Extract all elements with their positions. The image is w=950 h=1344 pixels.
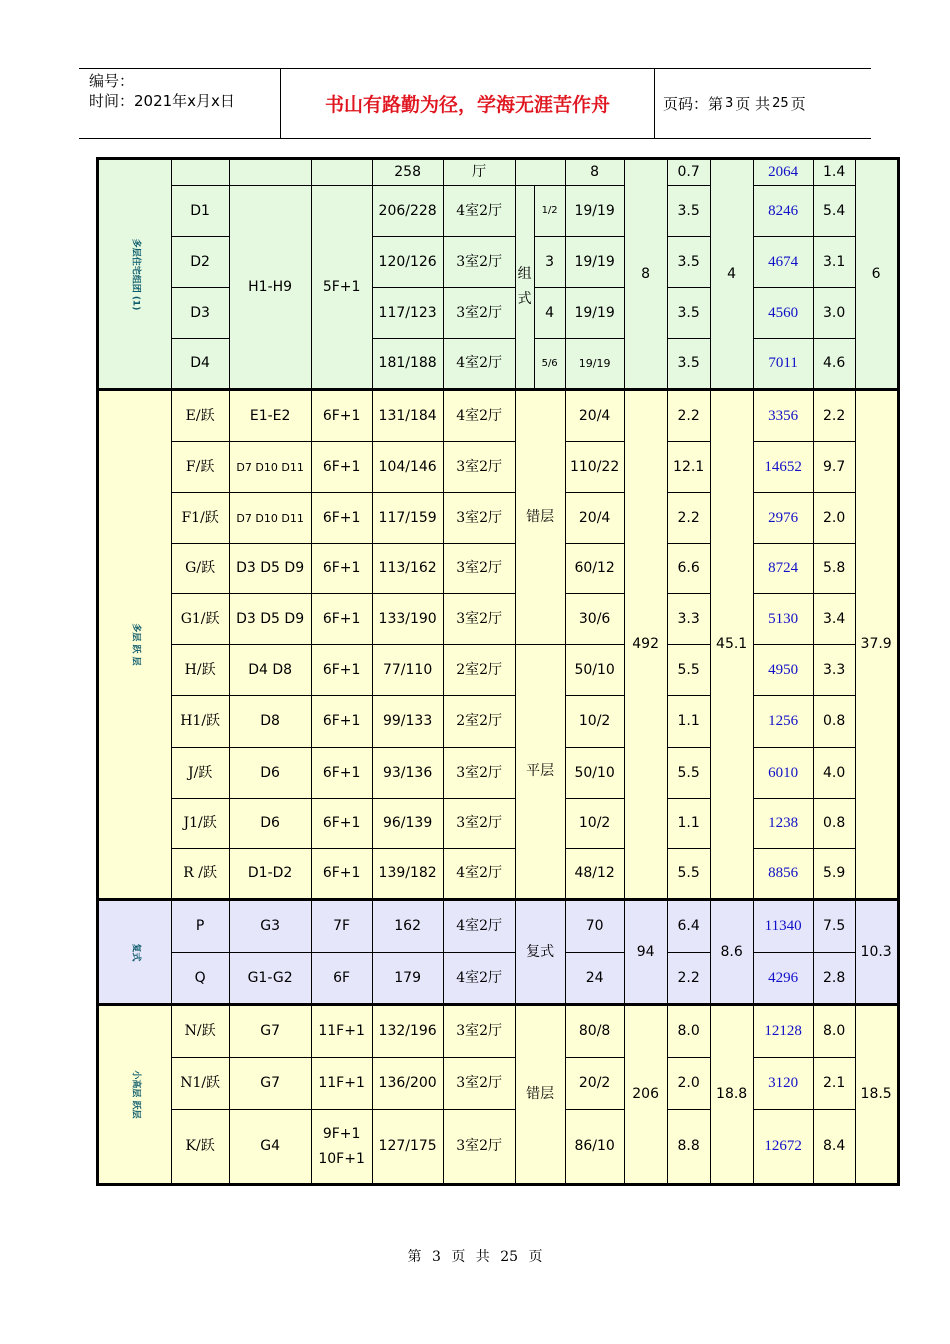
header-motto: 书山有路勤为径，学海无涯苦作舟 — [281, 69, 655, 138]
cell-area: 127/175 — [372, 1110, 443, 1185]
cell-pct: 9.7 — [813, 442, 855, 493]
cell-units: 50/10 — [565, 645, 624, 696]
cell-type: R /跃 — [171, 849, 229, 900]
group-total: 45.1 — [710, 390, 753, 900]
cell-floors: 6F+1 — [311, 594, 372, 645]
cell-area: 99/133 — [372, 696, 443, 748]
cell-area: 117/159 — [372, 493, 443, 544]
group-count: 94 — [624, 900, 667, 1005]
cell-units: 19/19 — [565, 237, 624, 288]
cell-pct: 3.4 — [813, 594, 855, 645]
cell-total-area: 4950 — [753, 645, 813, 696]
page-footer — [0, 1246, 950, 1266]
cell-pct: 4.0 — [813, 748, 855, 799]
cell-building: D3 D5 D9 — [229, 544, 311, 594]
cell-pct: 2.1 — [813, 1058, 855, 1110]
cell-building: G3 — [229, 900, 311, 953]
cell-type: E/跃 — [171, 390, 229, 442]
cell-units: 8 — [565, 159, 624, 186]
cell-type — [171, 159, 229, 186]
cell-ratio: 12.1 — [667, 442, 710, 493]
cell-area: 117/123 — [372, 288, 443, 339]
cell-units: 60/12 — [565, 544, 624, 594]
cell-units: 70 — [565, 900, 624, 953]
cell-floors: 6F+1 — [311, 696, 372, 748]
footer-page-a: 第 — [407, 1249, 422, 1265]
cell-floors: 6F+1 — [311, 645, 372, 696]
table-row — [98, 390, 899, 442]
cell-total-area: 5130 — [753, 594, 813, 645]
cell-pct: 4.6 — [813, 339, 855, 390]
cell-style-cuoceng: 错层 — [515, 1005, 565, 1185]
group-count: 492 — [624, 390, 667, 900]
footer-page-c: 共 — [475, 1249, 490, 1265]
cell-building: G4 — [229, 1110, 311, 1185]
cell-ratio: 2.2 — [667, 953, 710, 1005]
group-label: 多层住宅组团 (1) — [98, 159, 172, 390]
table-row — [98, 544, 899, 594]
cell-pct: 5.9 — [813, 849, 855, 900]
cell-type: K/跃 — [171, 1110, 229, 1185]
cell-building: G1-G2 — [229, 953, 311, 1005]
cell-layout: 4室2厅 — [443, 900, 515, 953]
table-row — [98, 442, 899, 493]
footer-page-d: 页 — [528, 1249, 543, 1265]
cell-units: 24 — [565, 953, 624, 1005]
cell-layout: 3室2厅 — [443, 1058, 515, 1110]
group-total: 4 — [710, 159, 753, 390]
cell-floors: 11F+1 — [311, 1058, 372, 1110]
doc-number-label: 编号： — [89, 72, 135, 90]
cell-layout: 4室2厅 — [443, 390, 515, 442]
cell-area: 93/136 — [372, 748, 443, 799]
header-meta — [79, 69, 281, 138]
cell-total-area: 6010 — [753, 748, 813, 799]
cell-layout: 3室2厅 — [443, 493, 515, 544]
cell-type: Q — [171, 953, 229, 1005]
cell-ratio: 3.5 — [667, 186, 710, 237]
cell-area: 120/126 — [372, 237, 443, 288]
cell-type: F/跃 — [171, 442, 229, 493]
cell-ratio: 8.0 — [667, 1005, 710, 1058]
cell-ratio: 8.8 — [667, 1110, 710, 1185]
cell-layout: 3室2厅 — [443, 544, 515, 594]
cell-floors: 6F+1 — [311, 390, 372, 442]
table-row — [98, 186, 899, 237]
cell-area: 136/200 — [372, 1058, 443, 1110]
cell-building: G7 — [229, 1058, 311, 1110]
cell-area: 181/188 — [372, 339, 443, 390]
cell-total-area: 8856 — [753, 849, 813, 900]
cell-total-area: 3120 — [753, 1058, 813, 1110]
cell-ratio: 1.1 — [667, 799, 710, 849]
table-row — [98, 159, 899, 186]
cell-units: 86/10 — [565, 1110, 624, 1185]
cell-ratio: 1.1 — [667, 696, 710, 748]
cell-total-area: 7011 — [753, 339, 813, 390]
cell-pct: 3.0 — [813, 288, 855, 339]
cell-ratio: 2.2 — [667, 493, 710, 544]
table-row — [98, 1005, 899, 1058]
cell-area: 104/146 — [372, 442, 443, 493]
cell-type: J1/跃 — [171, 799, 229, 849]
group-label: 多层 跃 层 — [98, 390, 172, 900]
group-label: 复式 — [98, 900, 172, 1005]
cell-type: F1/跃 — [171, 493, 229, 544]
cell-style-cuoceng: 错层 — [515, 390, 565, 645]
group-total: 18.8 — [710, 1005, 753, 1185]
cell-units: 20/4 — [565, 493, 624, 544]
cell-area: 179 — [372, 953, 443, 1005]
cell-layout: 4室2厅 — [443, 186, 515, 237]
cell-units: 19/19 — [565, 186, 624, 237]
cell-sub: 1/2 — [534, 186, 565, 237]
table-row — [98, 748, 899, 799]
page-prefix: 页码：第 — [663, 95, 724, 113]
cell-type: D1 — [171, 186, 229, 237]
cell-layout: 4室2厅 — [443, 953, 515, 1005]
cell-floors: 11F+1 — [311, 1005, 372, 1058]
cell-floors: 9F+1 10F+1 — [311, 1110, 372, 1185]
unit-type-table — [96, 157, 900, 1186]
cell-total-area: 4560 — [753, 288, 813, 339]
cell-total-area: 8246 — [753, 186, 813, 237]
cell-total-area: 2976 — [753, 493, 813, 544]
cell-units: 48/12 — [565, 849, 624, 900]
group-pct: 6 — [855, 159, 898, 390]
cell-pct: 1.4 — [813, 159, 855, 186]
group-count: 8 — [624, 159, 667, 390]
cell-units: 110/22 — [565, 442, 624, 493]
cell-pct: 5.4 — [813, 186, 855, 237]
cell-units: 50/10 — [565, 748, 624, 799]
cell-pct: 3.3 — [813, 645, 855, 696]
cell-ratio: 3.5 — [667, 237, 710, 288]
cell-type: P — [171, 900, 229, 953]
cell-floors: 6F+1 — [311, 748, 372, 799]
cell-sub: 4 — [534, 288, 565, 339]
page-suffix: 页 — [790, 95, 806, 113]
page-mid: 页 共 — [735, 95, 771, 113]
cell-type: G1/跃 — [171, 594, 229, 645]
footer-page-total: 25 — [500, 1249, 519, 1265]
cell-ratio: 3.3 — [667, 594, 710, 645]
page-total: 25 — [772, 96, 789, 111]
cell-floors: 6F — [311, 953, 372, 1005]
cell-total-area: 12672 — [753, 1110, 813, 1185]
cell-floors: 6F+1 — [311, 544, 372, 594]
cell-type: J/跃 — [171, 748, 229, 799]
cell-ratio: 5.5 — [667, 849, 710, 900]
cell-layout: 4室2厅 — [443, 849, 515, 900]
cell-layout: 3室2厅 — [443, 288, 515, 339]
cell-floors — [311, 159, 372, 186]
cell-area: 131/184 — [372, 390, 443, 442]
cell-type: G/跃 — [171, 544, 229, 594]
footer-page-b: 页 — [451, 1249, 466, 1265]
cell-style-zushi: 组式 — [515, 186, 534, 390]
cell-floors: 6F+1 — [311, 442, 372, 493]
cell-ratio: 3.5 — [667, 288, 710, 339]
cell-total-area: 12128 — [753, 1005, 813, 1058]
cell-type: N/跃 — [171, 1005, 229, 1058]
cell-building: D3 D5 D9 — [229, 594, 311, 645]
header-page-indicator — [655, 69, 871, 138]
cell-layout: 3室2厅 — [443, 748, 515, 799]
table-row — [98, 339, 899, 390]
cell-total-area: 8724 — [753, 544, 813, 594]
cell-ratio: 3.5 — [667, 339, 710, 390]
cell-building: D1-D2 — [229, 849, 311, 900]
cell-units: 10/2 — [565, 799, 624, 849]
cell-area: 77/110 — [372, 645, 443, 696]
cell-area: 96/139 — [372, 799, 443, 849]
table-row — [98, 288, 899, 339]
cell-building: D7 D10 D11 — [229, 493, 311, 544]
group-pct: 37.9 — [855, 390, 898, 900]
cell-layout: 3室2厅 — [443, 1005, 515, 1058]
cell-units: 20/2 — [565, 1058, 624, 1110]
cell-type: H/跃 — [171, 645, 229, 696]
cell-ratio: 5.5 — [667, 748, 710, 799]
table-row — [98, 849, 899, 900]
cell-area: 206/228 — [372, 186, 443, 237]
cell-pct: 2.2 — [813, 390, 855, 442]
cell-type: D2 — [171, 237, 229, 288]
cell-layout: 3室2厅 — [443, 594, 515, 645]
cell-style-fushi: 复式 — [515, 900, 565, 1005]
table-row — [98, 645, 899, 696]
cell-area: 139/182 — [372, 849, 443, 900]
cell-area: 132/196 — [372, 1005, 443, 1058]
cell-layout: 2室2厅 — [443, 645, 515, 696]
cell-layout: 2室2厅 — [443, 696, 515, 748]
table-row — [98, 900, 899, 953]
cell-sub: 3 — [534, 237, 565, 288]
cell-floors: 6F+1 — [311, 849, 372, 900]
table-row — [98, 799, 899, 849]
cell-area: 113/162 — [372, 544, 443, 594]
cell-ratio: 5.5 — [667, 645, 710, 696]
group-total: 8.6 — [710, 900, 753, 1005]
table-row — [98, 1110, 899, 1185]
cell-layout: 3室2厅 — [443, 1110, 515, 1185]
cell-type: D4 — [171, 339, 229, 390]
cell-total-area: 14652 — [753, 442, 813, 493]
cell-pct: 3.1 — [813, 237, 855, 288]
cell-ratio: 0.7 — [667, 159, 710, 186]
cell-units: 80/8 — [565, 1005, 624, 1058]
cell-layout: 4室2厅 — [443, 339, 515, 390]
cell-area: 258 — [372, 159, 443, 186]
table-row — [98, 493, 899, 544]
cell-building: D6 — [229, 799, 311, 849]
cell-layout: 3室2厅 — [443, 799, 515, 849]
cell-ratio: 2.2 — [667, 390, 710, 442]
table-row — [98, 953, 899, 1005]
cell-type: H1/跃 — [171, 696, 229, 748]
group-count: 206 — [624, 1005, 667, 1185]
footer-page-number: 3 — [431, 1249, 441, 1265]
table-row — [98, 237, 899, 288]
cell-units: 10/2 — [565, 696, 624, 748]
cell-building — [229, 159, 311, 186]
page-number: 3 — [725, 96, 734, 111]
group-pct: 10.3 — [855, 900, 898, 1005]
cell-units: 20/4 — [565, 390, 624, 442]
cell-pct: 5.8 — [813, 544, 855, 594]
cell-units: 30/6 — [565, 594, 624, 645]
cell-units: 19/19 — [565, 339, 624, 390]
cell-units: 19/19 — [565, 288, 624, 339]
cell-floors: 6F+1 — [311, 493, 372, 544]
cell-pct: 2.8 — [813, 953, 855, 1005]
cell-total-area: 3356 — [753, 390, 813, 442]
cell-pct: 2.0 — [813, 493, 855, 544]
cell-building: D7 D10 D11 — [229, 442, 311, 493]
cell-layout: 厅 — [443, 159, 515, 186]
cell-layout: 3室2厅 — [443, 237, 515, 288]
cell-pct: 0.8 — [813, 799, 855, 849]
cell-building: D6 — [229, 748, 311, 799]
cell-total-area: 11340 — [753, 900, 813, 953]
cell-style-pingceng: 平层 — [515, 645, 565, 900]
group1-floors: 5F+1 — [311, 186, 372, 390]
group1-building: H1-H9 — [229, 186, 311, 390]
group-label: 小高层 跃层 — [98, 1005, 172, 1185]
cell-ratio: 2.0 — [667, 1058, 710, 1110]
table-row — [98, 1058, 899, 1110]
doc-time-label: 时间：2021年x月x日 — [89, 92, 235, 110]
cell-style — [515, 159, 565, 186]
cell-type: N1/跃 — [171, 1058, 229, 1110]
cell-ratio: 6.4 — [667, 900, 710, 953]
cell-type: D3 — [171, 288, 229, 339]
cell-building: G7 — [229, 1005, 311, 1058]
cell-layout: 3室2厅 — [443, 442, 515, 493]
group-pct: 18.5 — [855, 1005, 898, 1185]
cell-floors: 7F — [311, 900, 372, 953]
table-row — [98, 594, 899, 645]
cell-area: 162 — [372, 900, 443, 953]
cell-sub: 5/6 — [534, 339, 565, 390]
cell-pct: 8.0 — [813, 1005, 855, 1058]
table-row — [98, 696, 899, 748]
cell-total-area: 1256 — [753, 696, 813, 748]
cell-building: E1-E2 — [229, 390, 311, 442]
cell-pct: 0.8 — [813, 696, 855, 748]
cell-floors: 6F+1 — [311, 799, 372, 849]
cell-building: D8 — [229, 696, 311, 748]
cell-pct: 7.5 — [813, 900, 855, 953]
cell-pct: 8.4 — [813, 1110, 855, 1185]
cell-total-area: 2064 — [753, 159, 813, 186]
cell-ratio: 6.6 — [667, 544, 710, 594]
cell-total-area: 4674 — [753, 237, 813, 288]
cell-total-area: 4296 — [753, 953, 813, 1005]
page-header — [79, 68, 871, 139]
cell-building: D4 D8 — [229, 645, 311, 696]
cell-total-area: 1238 — [753, 799, 813, 849]
cell-area: 133/190 — [372, 594, 443, 645]
